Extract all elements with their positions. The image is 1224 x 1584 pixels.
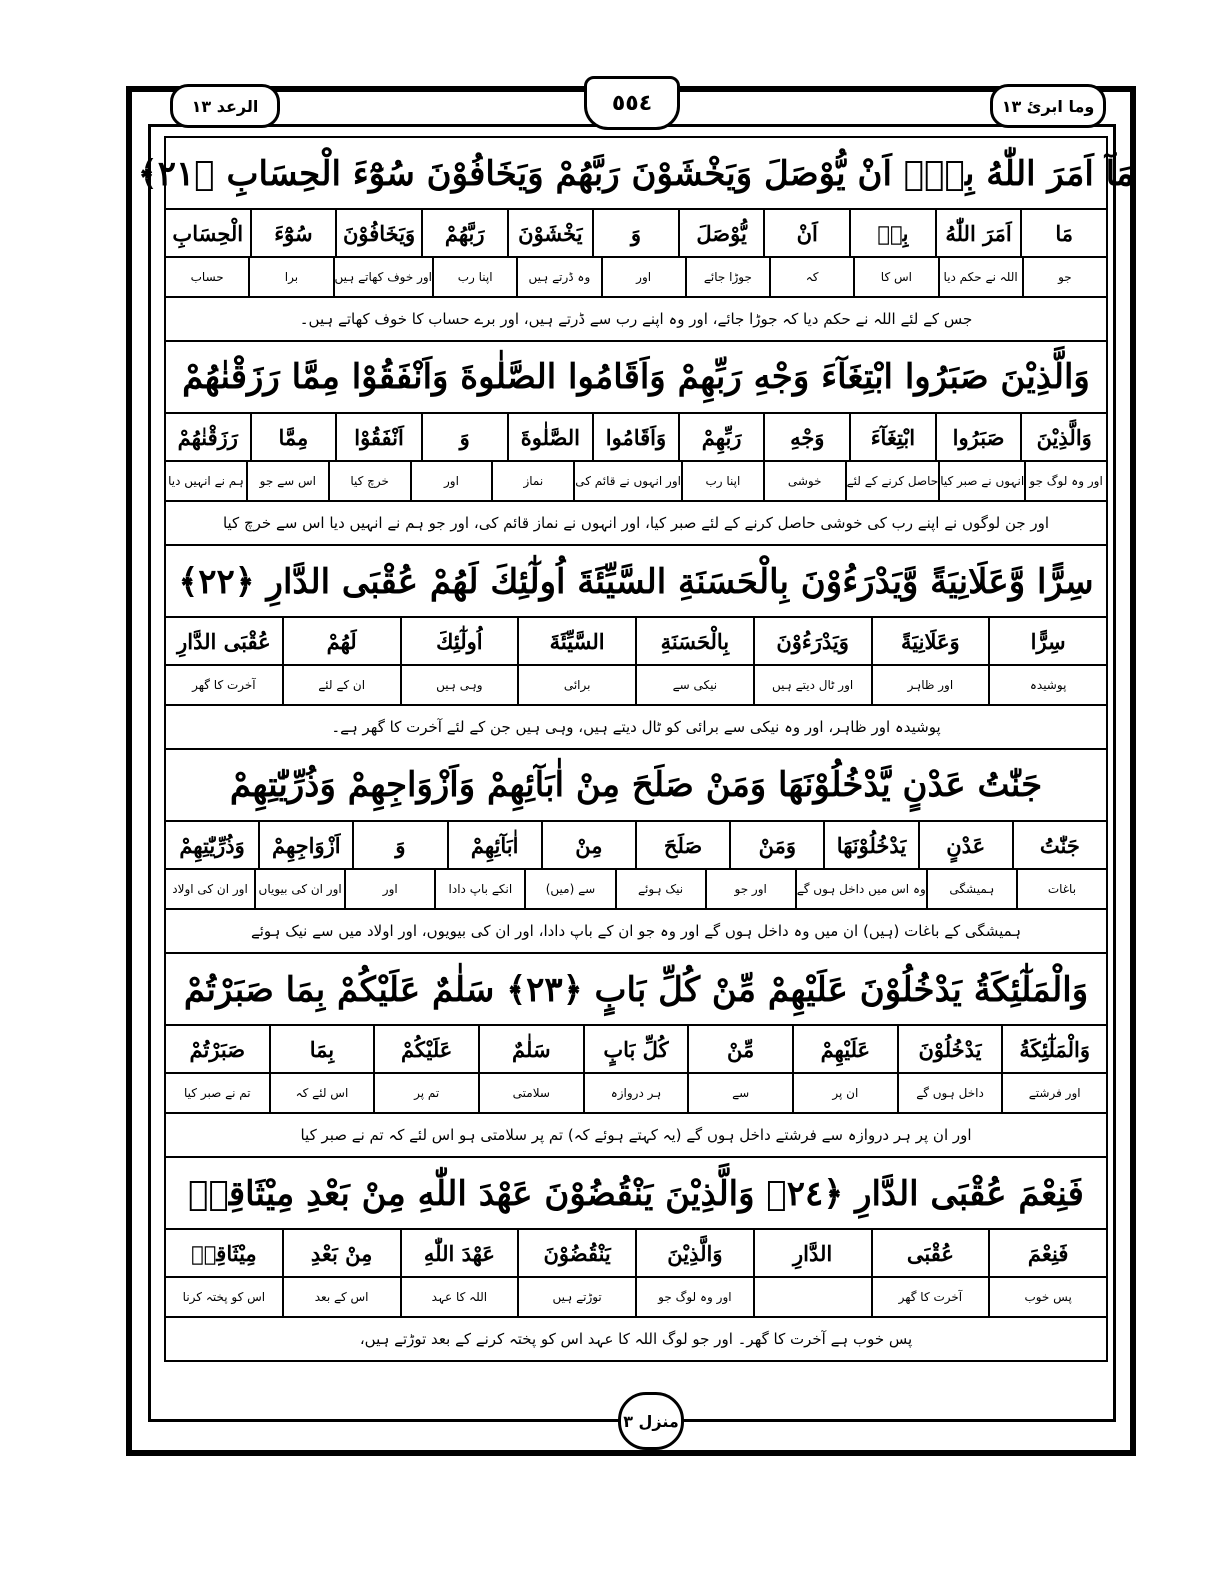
arabic-word: وَ xyxy=(352,822,446,868)
urdu-meaning: باغات xyxy=(1016,870,1106,908)
arabic-verse: سِرًّا وَّعَلَانِيَةً وَّيَدْرَءُوْنَ بِالْحَسَنَةِ السَّيِّئَةَ اُولٰٓئِكَ لَهُمْ عُقْبَى الدَّارِ ﴿٢٢﴾ xyxy=(164,544,1108,616)
urdu-meaning: اور فرشتے xyxy=(1001,1074,1106,1112)
manzil-label: منزل ٣ xyxy=(618,1392,684,1450)
urdu-meaning: خرچ کیا xyxy=(328,462,410,500)
urdu-meaning: اللہ کا عہد xyxy=(400,1278,518,1316)
urdu-meaning: اور ظاہر xyxy=(871,666,989,704)
arabic-word: مِيْثَاقِهٖ xyxy=(191,1240,257,1266)
urdu-meaning: پوشیدہ xyxy=(988,666,1106,704)
urdu-meaning: اور جو xyxy=(705,870,795,908)
urdu-translation: ہمیشگی کے باغات (ہیں) ان میں وہ داخل ہوں گے اور وہ جو ان کے باپ دادا، اور ان کی بیویوں، اور اولاد میں سے نیک ہوئے xyxy=(164,908,1108,952)
urdu-meaning: برائی xyxy=(517,666,635,704)
urdu-translation: اور ان پر ہر دروازہ سے فرشتے داخل ہوں گے (یہ کہتے ہوئے کہ) تم پر سلامتی ہو اس لئے کہ تم نے صبر کیا xyxy=(164,1112,1108,1156)
urdu-meaning: اور خوف کھاتے ہیں xyxy=(333,258,432,296)
urdu-meaning: وہی ہیں xyxy=(400,666,518,704)
urdu-meaning: اپنا رب xyxy=(681,462,763,500)
urdu-meaning: آخرت کا گھر xyxy=(871,1278,989,1316)
urdu-meaning: خوشی xyxy=(763,462,845,500)
urdu-meaning: ہم نے انہیں دیا xyxy=(168,474,244,488)
meaning-row xyxy=(164,868,1108,908)
urdu-meaning: نیکی سے xyxy=(635,666,753,704)
urdu-meaning: اور ٹال دیتے ہیں xyxy=(753,666,871,704)
urdu-meaning: کہ xyxy=(769,258,853,296)
urdu-translation: اور جن لوگوں نے اپنے رب کی خوشی حاصل کرنے کے لئے صبر کیا، اور انہوں نے نماز قائم کی، اور جو ہم نے انہیں دیا اس سے خرچ کیا xyxy=(164,500,1108,544)
urdu-meaning: داخل ہوں گے xyxy=(897,1074,1002,1112)
urdu-meaning: اور انہوں نے قائم کی xyxy=(573,462,681,500)
arabic-word: مَا xyxy=(1020,210,1106,256)
arabic-word: صَلَحَ xyxy=(635,822,729,868)
word-row xyxy=(164,1024,1108,1072)
page-number: ٥٥٤ xyxy=(584,76,680,130)
arabic-word: عُقْبَى الدَّارِ xyxy=(177,628,271,654)
urdu-meaning: وہ اس میں داخل ہوں گے xyxy=(795,870,926,908)
arabic-word: وَاَقَامُوا xyxy=(592,414,678,460)
verse-block xyxy=(164,544,1108,748)
arabic-word: اُولٰٓئِكَ xyxy=(400,618,518,664)
arabic-word: وَالْمَلٰٓئِكَةُ xyxy=(1001,1026,1106,1072)
juz-label: وما ابرئ ١٣ xyxy=(990,84,1106,128)
urdu-meaning: اس کا xyxy=(853,258,937,296)
arabic-word: مِمَّا xyxy=(250,414,336,460)
meaning-row xyxy=(164,256,1108,296)
urdu-meaning: سے (میں) xyxy=(524,870,614,908)
urdu-meaning: سلامتی xyxy=(478,1074,583,1112)
urdu-meaning: جوڑا جائے xyxy=(685,258,769,296)
urdu-meaning: برا xyxy=(248,258,332,296)
arabic-word: يُّوْصَلَ xyxy=(678,210,764,256)
arabic-word: وَجْهِ xyxy=(763,414,849,460)
urdu-meaning: اور ان کی بیویاں xyxy=(254,870,344,908)
urdu-meaning: نیک ہوئے xyxy=(615,870,705,908)
arabic-word: رَبِّهِمْ xyxy=(678,414,764,460)
arabic-word: اَنْفَقُوْا xyxy=(335,414,421,460)
arabic-word: رَبَّهُمْ xyxy=(421,210,507,256)
arabic-word: وَعَلَانِيَةً xyxy=(871,618,989,664)
arabic-word: سَلٰمٌ xyxy=(478,1026,583,1072)
arabic-word: صَبَرُوا xyxy=(935,414,1021,460)
arabic-word: بِالْحَسَنَةِ xyxy=(635,618,753,664)
urdu-meaning: حساب xyxy=(190,270,224,284)
meaning-row xyxy=(164,1072,1108,1112)
urdu-meaning: اور xyxy=(344,870,434,908)
word-row xyxy=(164,208,1108,256)
arabic-word: فَنِعْمَ xyxy=(988,1230,1106,1276)
verse-block xyxy=(137,136,1135,340)
word-row xyxy=(164,820,1108,868)
arabic-verse: وَالْمَلٰٓئِكَةُ يَدْخُلُوْنَ عَلَيْهِمْ مِّنْ كُلِّ بَابٍ ﴿٢٣﴾ سَلٰمٌ عَلَيْكُمْ بِمَا صَبَرْتُمْ xyxy=(164,952,1108,1024)
verse-block xyxy=(164,952,1108,1156)
urdu-meaning: اور ان کی اولاد xyxy=(172,882,248,896)
arabic-word: سُوْٓءَ xyxy=(250,210,336,256)
arabic-word: عَهْدَ اللّٰهِ xyxy=(400,1230,518,1276)
arabic-word: عَلَيْهِمْ xyxy=(792,1026,897,1072)
meaning-row xyxy=(164,460,1108,500)
arabic-word: السَّيِّئَةَ xyxy=(517,618,635,664)
surah-label: الرعد ١٣ xyxy=(170,84,280,128)
arabic-word: مِنْ xyxy=(541,822,635,868)
word-row xyxy=(164,412,1108,460)
arabic-word: مِنْ بَعْدِ xyxy=(282,1230,400,1276)
arabic-word: مِّنْ xyxy=(687,1026,792,1072)
arabic-word: يَدْخُلُوْنَهَا xyxy=(823,822,917,868)
arabic-word: وَالَّذِيْنَ xyxy=(1020,414,1106,460)
arabic-word: اَنْ xyxy=(763,210,849,256)
urdu-meaning: ہر دروازہ xyxy=(583,1074,688,1112)
arabic-word: وَيَخَافُوْنَ xyxy=(335,210,421,256)
arabic-word: الصَّلٰوةَ xyxy=(507,414,593,460)
arabic-word: اَمَرَ اللّٰهُ xyxy=(935,210,1021,256)
urdu-meaning: توڑتے ہیں xyxy=(517,1278,635,1316)
arabic-word: اٰبَآئِهِمْ xyxy=(447,822,541,868)
arabic-verse: فَنِعْمَ عُقْبَى الدَّارِ ﴿٢٤﴾ وَالَّذِيْنَ يَنْقُضُوْنَ عَهْدَ اللّٰهِ مِنْ بَعْدِ مِيْثَاقِهٖ xyxy=(164,1156,1108,1228)
arabic-verse: مَآ اَمَرَ اللّٰهُ بِهٖٓ اَنْ يُّوْصَلَ وَيَخْشَوْنَ رَبَّهُمْ وَيَخَافُوْنَ سُوْٓءَ الْحِسَابِ ﴿٢١﴾ xyxy=(164,136,1108,208)
urdu-meaning: اس کو پختہ کرنا xyxy=(182,1290,266,1304)
arabic-word: سِرًّا xyxy=(988,618,1106,664)
arabic-word: عَدْنٍ xyxy=(918,822,1012,868)
urdu-meaning: ان کے لئے xyxy=(282,666,400,704)
arabic-word: يَنْقُضُوْنَ xyxy=(517,1230,635,1276)
arabic-word: ابْتِغَآءَ xyxy=(849,414,935,460)
urdu-meaning: پس خوب xyxy=(988,1278,1106,1316)
arabic-verse: وَالَّذِيْنَ صَبَرُوا ابْتِغَآءَ وَجْهِ رَبِّهِمْ وَاَقَامُوا الصَّلٰوةَ وَاَنْفَقُوْا مِمَّا رَزَقْنٰهُمْ xyxy=(164,340,1108,412)
arabic-word: وَالَّذِيْنَ xyxy=(635,1230,753,1276)
urdu-meaning: حاصل کرنے کے لئے xyxy=(845,462,939,500)
urdu-meaning: تم پر xyxy=(373,1074,478,1112)
urdu-meaning: آخرت کا گھر xyxy=(192,678,256,692)
arabic-word: بِمَا xyxy=(269,1026,374,1072)
urdu-meaning: سے xyxy=(687,1074,792,1112)
arabic-word: يَخْشَوْنَ xyxy=(507,210,593,256)
urdu-translation: پوشیدہ اور ظاہر، اور وہ نیکی سے برائی کو ٹال دیتے ہیں، وہی ہیں جن کے لئے آخرت کا گھر ہے۔ xyxy=(164,704,1108,748)
verse-block xyxy=(164,340,1108,544)
arabic-word: صَبَرْتُمْ xyxy=(189,1036,246,1062)
urdu-meaning: جو xyxy=(1022,258,1106,296)
arabic-word: عُقْبَى xyxy=(871,1230,989,1276)
verse-block xyxy=(164,1156,1108,1362)
arabic-word: اَزْوَاجِهِمْ xyxy=(258,822,352,868)
verse-block xyxy=(164,748,1108,952)
arabic-word: وَ xyxy=(421,414,507,460)
urdu-meaning: ان پر xyxy=(792,1074,897,1112)
urdu-meaning: اس لئے کہ xyxy=(269,1074,374,1112)
urdu-meaning: انکے باپ دادا xyxy=(434,870,524,908)
arabic-word: وَذُرِّيّٰتِهِمْ xyxy=(179,832,245,858)
urdu-meaning: اور xyxy=(410,462,492,500)
arabic-word: رَزَقْنٰهُمْ xyxy=(177,424,238,450)
urdu-meaning: نماز xyxy=(491,462,573,500)
arabic-word: وَ xyxy=(592,210,678,256)
urdu-meaning: اللہ نے حکم دیا xyxy=(938,258,1022,296)
verse-content xyxy=(137,136,1135,1362)
urdu-meaning: اس کے بعد xyxy=(282,1278,400,1316)
word-row xyxy=(164,1228,1108,1276)
urdu-meaning: تم نے صبر کیا xyxy=(184,1086,251,1100)
urdu-meaning xyxy=(753,1278,871,1316)
arabic-verse: جَنّٰتُ عَدْنٍ يَّدْخُلُوْنَهَا وَمَنْ صَلَحَ مِنْ اٰبَآئِهِمْ وَاَزْوَاجِهِمْ وَذُرِّيّٰتِهِمْ xyxy=(164,748,1108,820)
meaning-row xyxy=(164,1276,1108,1316)
arabic-word: يَدْخُلُوْنَ xyxy=(897,1026,1002,1072)
arabic-word: لَهُمْ xyxy=(282,618,400,664)
arabic-word: كُلِّ بَابٍ xyxy=(583,1026,688,1072)
urdu-meaning: انہوں نے صبر کیا xyxy=(938,462,1024,500)
arabic-word: عَلَيْكُمْ xyxy=(373,1026,478,1072)
urdu-meaning: ہمیشگی xyxy=(926,870,1016,908)
word-row xyxy=(164,616,1108,664)
urdu-meaning: اپنا رب xyxy=(432,258,516,296)
urdu-meaning: اور xyxy=(601,258,685,296)
arabic-word: وَمَنْ xyxy=(729,822,823,868)
urdu-translation: پس خوب ہے آخرت کا گھر۔ اور جو لوگ اللہ کا عہد اس کو پختہ کرنے کے بعد توڑتے ہیں، xyxy=(164,1316,1108,1362)
urdu-meaning: اور وہ لوگ جو xyxy=(635,1278,753,1316)
meaning-row xyxy=(164,664,1108,704)
urdu-meaning: اور وہ لوگ جو xyxy=(1024,462,1106,500)
urdu-translation: جس کے لئے اللہ نے حکم دیا کہ جوڑا جائے، اور وہ اپنے رب سے ڈرتے ہیں، اور برے حساب کا خوف کھاتے ہیں۔ xyxy=(164,296,1108,340)
arabic-word: الْحِسَابِ xyxy=(172,220,244,246)
arabic-word: الدَّارِ xyxy=(753,1230,871,1276)
urdu-meaning: وہ ڈرتے ہیں xyxy=(516,258,600,296)
arabic-word: بِهٖ xyxy=(849,210,935,256)
arabic-word: وَيَدْرَءُوْنَ xyxy=(753,618,871,664)
arabic-word: جَنّٰتُ xyxy=(1012,822,1106,868)
urdu-meaning: اس سے جو xyxy=(246,462,328,500)
